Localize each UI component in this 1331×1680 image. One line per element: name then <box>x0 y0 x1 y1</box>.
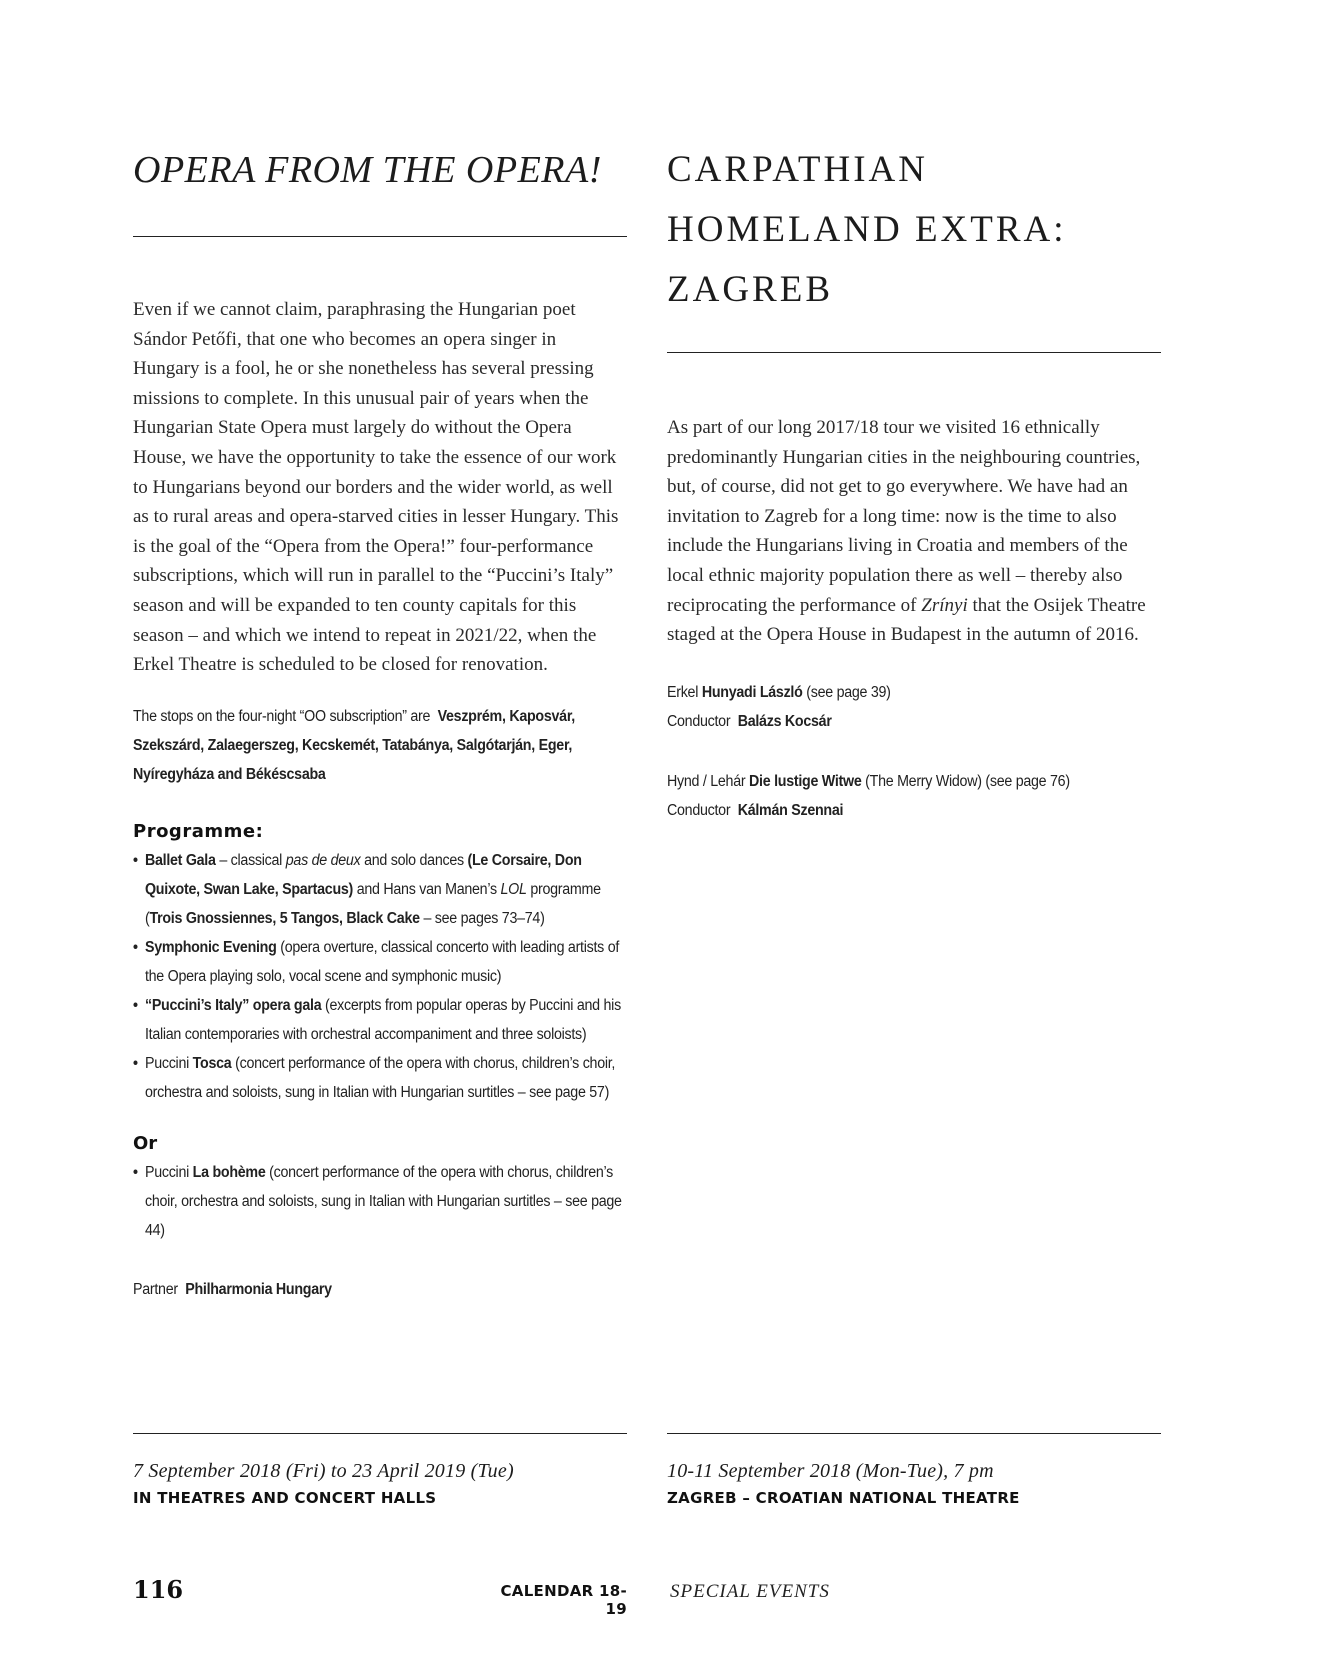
programme-list <box>133 846 627 1107</box>
item-composer: Puccini <box>144 1054 193 1072</box>
item-bold: (Le Corsaire, Don Quixote, Swan Lake, Spartacus) <box>144 851 582 898</box>
stops-prefix: The stops on the four-night “OO subscription” are <box>133 707 431 725</box>
item-text: (concert performance of the opera with chorus, children’s choir, orchestra and soloists, sung in Italian with Hungarian surtitles – see page 44) <box>144 1163 622 1239</box>
left-date-block <box>133 1433 627 1507</box>
conductor-name: Balázs Kocsár <box>737 712 832 730</box>
item-italic: pas de deux <box>285 851 361 869</box>
item-text: (excerpts from popular operas by Puccini and his Italian contemporaries with orchestral accompaniment and three soloists) <box>144 996 621 1043</box>
item-text: programme ( <box>144 880 601 927</box>
programme-item-tosca <box>133 1049 627 1107</box>
left-title: OPERA FROM THE OPERA! <box>133 149 602 191</box>
left-title-rule <box>133 236 627 237</box>
item-title: Symphonic Evening <box>144 938 277 956</box>
item-text: (concert performance of the opera with chorus, children’s choir, orchestra and soloists, sung in Italian with Hungarian surtitles – see page 57) <box>144 1054 616 1101</box>
intro-text: that the Osijek Theatre staged at the Opera House in Budapest in the autumn of 2016. <box>667 594 1146 646</box>
work-title: Die lustige Witwe <box>749 772 862 790</box>
work-composer: Hynd / Lehár <box>667 772 746 790</box>
work-merry-widow <box>667 767 1161 825</box>
work-ref: (The Merry Widow) (see page 76) <box>861 772 1070 790</box>
footer-section: SPECIAL EVENTS <box>670 1581 830 1602</box>
intro-text: As part of our long 2017/18 tour we visited 16 ethnically predominantly Hungarian cities in the neighbouring countries, but, of course, did not get to go everywhere. We have had an invitation to Zagreb for a long time: now is the time to also include the Hungarians living in Croatia and members of the local ethnic majority population there as well – thereby also reciprocating the performance of <box>667 417 1141 616</box>
item-text: – classical <box>215 851 286 869</box>
title-line: HOMELAND EXTRA: <box>667 209 1067 250</box>
item-text: – see pages 73–74) <box>419 909 545 927</box>
work-composer: Erkel <box>667 683 699 701</box>
conductor-name: Kálmán Szennai <box>737 801 844 819</box>
subscription-stops <box>133 702 627 789</box>
item-composer: Puccini <box>144 1163 193 1181</box>
title-line: CARPATHIAN <box>667 149 928 190</box>
programme-item-ballet-gala <box>133 846 627 933</box>
programme-heading: Programme: <box>133 820 264 842</box>
right-title-rule <box>667 352 1161 353</box>
right-intro <box>667 413 1161 650</box>
partner-name: Philharmonia Hungary <box>185 1280 332 1298</box>
partner-line <box>133 1275 627 1304</box>
left-column <box>133 140 627 1304</box>
stops-cities: Veszprém, Kaposvár, Szekszárd, Zalaegerszeg, Kecskemét, Tatabánya, Salgótarján, Eger, Nyíregyháza and Békéscsaba <box>133 707 576 783</box>
conductor-label: Conductor <box>667 712 731 730</box>
left-intro: Even if we cannot claim, paraphrasing the Hungarian poet Sándor Petőfi, that one who becomes an opera singer in Hungary is a fool, he or she nonetheless has several pressing missions to complete. In this unusual pair of years when the Hungarian State Opera must largely do without the Opera House, we have the opportunity to take the essence of our work to Hungarians beyond our borders and the wider world, as well as to rural areas and opera-starved cities in lesser Hungary. This is the goal of the “Opera from the Opera!” four-performance subscriptions, which will run in parallel to the “Puccini’s Italy” season and will be expanded to ten county capitals for this season – and which we intend to repeat in 2021/22, when the Erkel Theatre is scheduled to be closed for renovation. <box>133 299 619 676</box>
footer-calendar: CALENDAR 18-19 <box>500 1582 627 1618</box>
programme-item-symphonic-evening <box>133 933 627 991</box>
right-venue: ZAGREB – CROATIAN NATIONAL THEATRE <box>667 1489 1020 1507</box>
partner-label: Partner <box>133 1280 178 1298</box>
right-title <box>667 140 1161 320</box>
right-date-block <box>667 1433 1161 1507</box>
work-hunyadi <box>667 678 1161 736</box>
item-text: and Hans van Manen’s <box>353 880 501 898</box>
conductor-label: Conductor <box>667 801 731 819</box>
left-venue: IN THEATRES AND CONCERT HALLS <box>133 1489 437 1507</box>
or-list <box>133 1158 627 1245</box>
item-title: Ballet Gala <box>144 851 216 869</box>
programme-item-la-boheme <box>133 1158 627 1245</box>
work-title: Hunyadi László <box>701 683 803 701</box>
page-number: 116 <box>133 1575 184 1604</box>
right-bottom-rule <box>667 1433 1161 1434</box>
title-line: ZAGREB <box>667 269 833 310</box>
item-title: Tosca <box>192 1054 232 1072</box>
item-text: and solo dances <box>360 851 468 869</box>
item-text: (opera overture, classical concerto with leading artists of the Opera playing solo, vocal scene and symphonic music) <box>144 938 620 985</box>
item-title: “Puccini’s Italy” opera gala <box>144 996 322 1014</box>
left-date: 7 September 2018 (Fri) to 23 April 2019 (Tue) <box>133 1460 514 1482</box>
work-ref: (see page 39) <box>802 683 891 701</box>
left-bottom-rule <box>133 1433 627 1434</box>
right-column <box>667 140 1161 825</box>
intro-italic: Zrínyi <box>921 594 968 616</box>
item-title: La bohème <box>192 1163 266 1181</box>
item-italic: LOL <box>500 880 527 898</box>
item-bold: Trois Gnossiennes, 5 Tangos, Black Cake <box>149 909 420 927</box>
or-heading: Or <box>133 1132 158 1154</box>
programme-item-puccini-gala <box>133 991 627 1049</box>
right-date: 10-11 September 2018 (Mon-Tue), 7 pm <box>667 1460 994 1482</box>
